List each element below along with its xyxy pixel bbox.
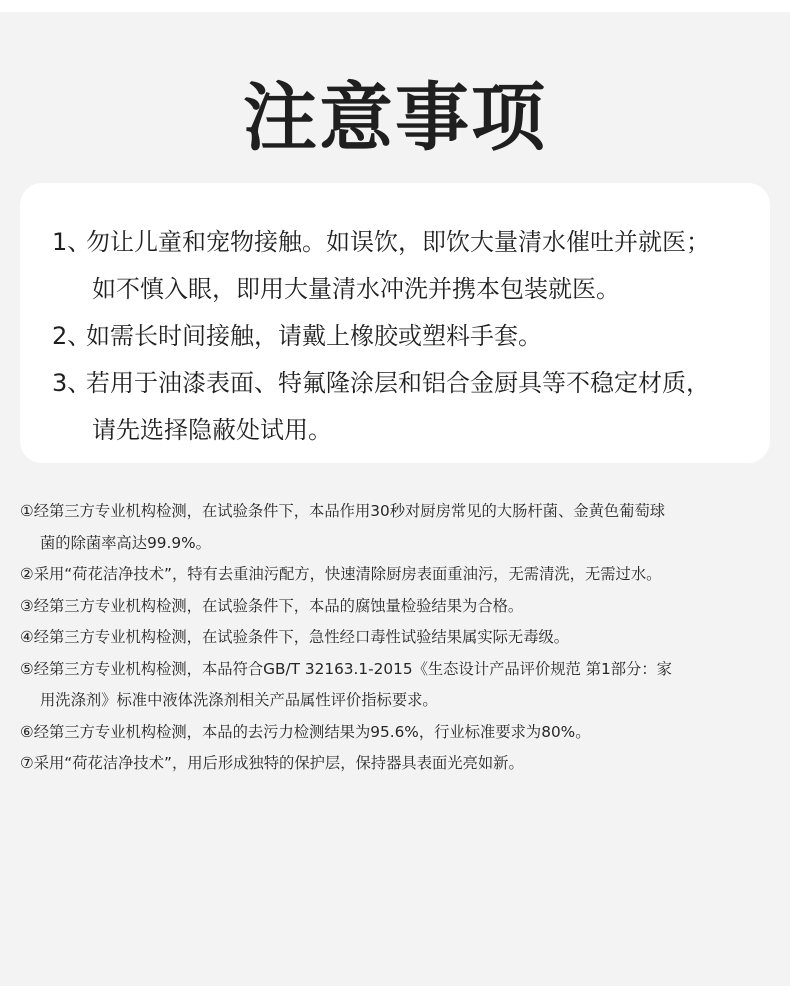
notice-item-2 bbox=[20, 313, 770, 360]
footnote-text: ③经第三方专业机构检测，在试验条件下，本品的腐蚀量检验结果为合格。 bbox=[20, 596, 524, 615]
footnote-2 bbox=[20, 559, 780, 591]
notice-number: 2、 bbox=[52, 322, 92, 350]
notice-card bbox=[20, 183, 770, 463]
notice-item-1 bbox=[20, 219, 770, 313]
notice-item-3 bbox=[20, 360, 770, 454]
notice-line bbox=[20, 360, 770, 407]
footnote-text: ②采用“荷花洁净技术”，特有去重油污配方，快速清除厨房表面重油污，无需清洗，无需过水。 bbox=[20, 565, 662, 583]
footnote-text-continued: 菌的除菌率高达99.9%。 bbox=[40, 533, 211, 552]
notice-text: 若用于油漆表面、特氟隆涂层和铝合金厨具等不稳定材质， bbox=[86, 369, 710, 397]
footnote-text: ⑤经第三方专业机构检测，本品符合GB/T 32163.1-2015《生态设计产品评价规范 第1部分：家 bbox=[20, 659, 672, 678]
notice-text: 勿让儿童和宠物接触。如误饮，即饮大量清水催吐并就医； bbox=[86, 228, 710, 256]
top-strip bbox=[0, 0, 790, 12]
footnote-text: ⑦采用“荷花洁净技术”，用后形成独特的保护层，保持器具表面光亮如新。 bbox=[20, 754, 524, 772]
notice-text-continued: 如不慎入眼，即用大量清水冲洗并携本包装就医。 bbox=[92, 275, 620, 303]
notice-text: 如需长时间接触，请戴上橡胶或塑料手套。 bbox=[86, 322, 542, 350]
footnote-6 bbox=[20, 717, 780, 749]
footnote-3 bbox=[20, 591, 780, 623]
page-title: 注意事项 bbox=[243, 75, 547, 161]
footnote-text: ①经第三方专业机构检测，在试验条件下，本品作用30秒对厨房常见的大肠杆菌、金黄色葡萄球 bbox=[20, 502, 666, 520]
footnote-1 bbox=[20, 496, 780, 559]
notice-number: 1、 bbox=[52, 228, 92, 256]
notice-text-continued: 请先选择隐蔽处试用。 bbox=[92, 416, 332, 444]
footnotes bbox=[20, 496, 780, 780]
notice-number: 3、 bbox=[52, 369, 92, 397]
notice-line bbox=[20, 219, 770, 266]
footnote-text: ⑥经第三方专业机构检测，本品的去污力检测结果为95.6%，行业标准要求为80%。 bbox=[20, 722, 591, 741]
footnote-5 bbox=[20, 654, 780, 717]
footnote-text: ④经第三方专业机构检测，在试验条件下，急性经口毒性试验结果属实际无毒级。 bbox=[20, 628, 570, 646]
footnote-7 bbox=[20, 748, 780, 780]
footnote-4 bbox=[20, 622, 780, 654]
footnote-text-continued: 用洗涤剂》标准中液体洗涤剂相关产品属性评价指标要求。 bbox=[40, 691, 438, 709]
notice-line bbox=[20, 313, 770, 360]
